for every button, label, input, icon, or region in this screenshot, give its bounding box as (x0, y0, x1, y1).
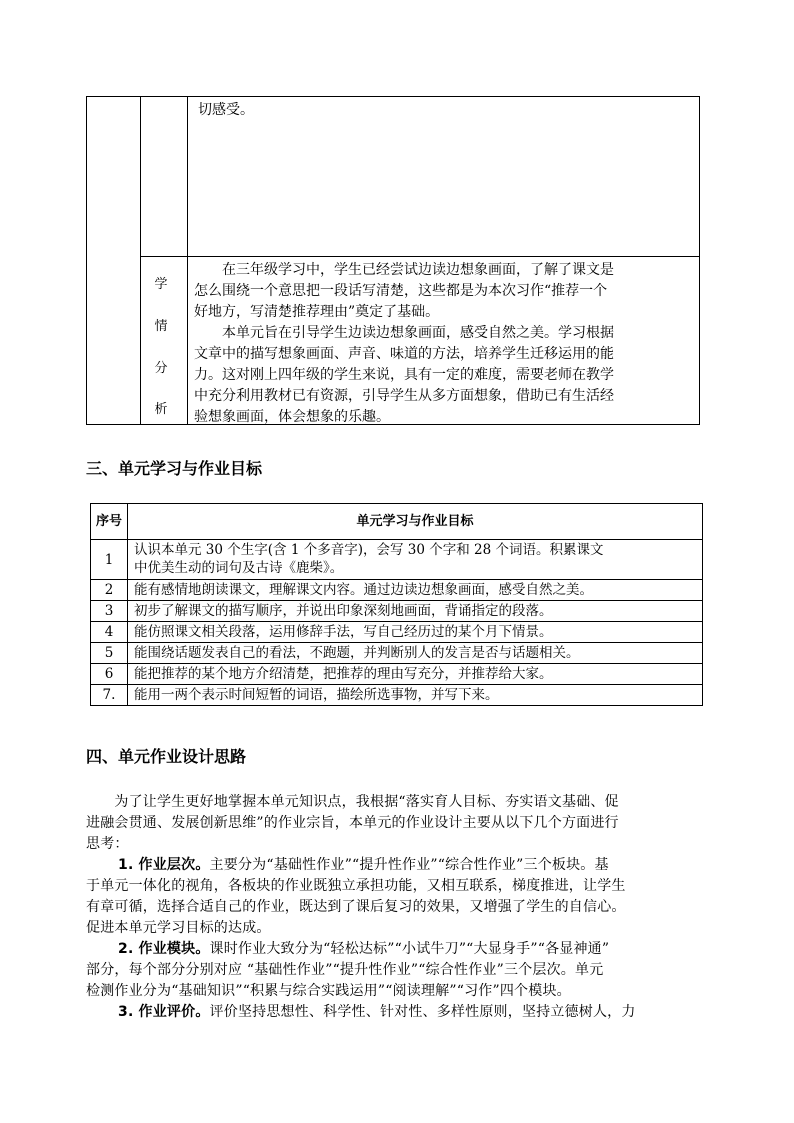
p2-first-line (86, 939, 706, 960)
goals-table (90, 503, 703, 706)
table-row (91, 580, 703, 601)
text-line: 怎么围绕一个意思把一段话写清楚，这些都是为本次习作“推荐一个 (194, 283, 608, 299)
p1-line: 促进本单元学习目标的达成。 (86, 920, 271, 936)
table-row (91, 643, 703, 664)
row-goal: 能围绕话题发表自己的看法，不跑题，并判断别人的发言是否与话题相关。 (128, 643, 703, 664)
row-num: 3 (91, 601, 128, 622)
xueqing-text (194, 260, 698, 428)
col-line-2 (187, 96, 188, 425)
p1-line: 于单元一体化的视角，各板块的作业既独立承担功能，又相互联系，梯度推进，让学生 (86, 878, 626, 894)
table-row (91, 664, 703, 685)
section4-title: 四、单元作业设计思路 (86, 747, 247, 766)
row-goal (128, 540, 703, 580)
text-line: 力。这对刚上四年级的学生来说，具有一定的难度，需要老师在教学 (194, 367, 614, 383)
p1-line: 主要分为“基础性作业”“提升性作业”“综合性作业”三个板块。基 (209, 857, 609, 873)
p1-first-line (86, 855, 706, 876)
text-line: 本单元旨在引导学生边读边想象画面，感受自然之美。学习根据 (194, 325, 614, 341)
row-num: 4 (91, 622, 128, 643)
p2-line: 课时作业大致分为“轻松达标”“小试牛刀”“大显身手”“各显神通” (209, 941, 610, 957)
row-num: 6 (91, 664, 128, 685)
intro-line: 思考： (86, 836, 129, 852)
label-char: 分 (154, 361, 168, 376)
p2-line: 检测作业分为“基础知识”“积累与综合实践运用”“阅读理解”“习作”四个模块。 (86, 983, 571, 999)
table-row (91, 622, 703, 643)
p3-line: 评价坚持思想性、科学性、针对性、多样性原则，坚持立德树人，力 (209, 1004, 636, 1020)
row1-text: 切感受。 (198, 102, 254, 118)
section3-title: 三、单元学习与作业目标 (86, 459, 263, 478)
label-char: 情 (154, 319, 168, 334)
section4-body (86, 792, 706, 1023)
table-row (91, 601, 703, 622)
intro-line: 为了让学生更好地掌握本单元知识点，我根据“落实育人目标、夯实语文基础、促 (86, 794, 619, 810)
xueqing-label (141, 257, 187, 425)
row-line (140, 256, 700, 257)
label-char: 析 (154, 402, 168, 417)
row-goal: 能用一两个表示时间短暂的词语，描绘所选事物，并写下来。 (128, 685, 703, 706)
table-header-row (91, 504, 703, 540)
row-goal: 初步了解课文的描写顺序，并说出印象深刻地画面，背诵指定的段落。 (128, 601, 703, 622)
p1-heading: 1. 作业层次。 (118, 857, 210, 873)
label-char: 学 (154, 277, 168, 292)
goal-line: 中优美生动的词句及古诗《鹿柴》。 (134, 560, 344, 576)
header-num: 序号 (91, 504, 128, 540)
table-row (91, 685, 703, 706)
text-line: 在三年级学习中，学生已经尝试边读边想象画面，了解了课文是 (194, 262, 614, 278)
p2-line: 部分，每个部分分别对应 “基础性作业”“提升性作业”“综合性作业”三个层次。单元 (86, 962, 604, 978)
p3-first-line (86, 1002, 706, 1023)
row-num: 2 (91, 580, 128, 601)
header-goal: 单元学习与作业目标 (128, 504, 703, 540)
p1-line: 有章可循，选择合适自己的作业，既达到了课后复习的效果，又增强了学生的自信心。 (86, 899, 626, 915)
text-line: 中充分利用教材已有资源，引导学生从多方面想象，借助已有生活经 (194, 388, 614, 404)
row-num: 5 (91, 643, 128, 664)
intro-line: 进融会贯通、发展创新思维”的作业宗旨，本单元的作业设计主要从以下几个方面进行 (86, 815, 619, 831)
row-goal: 能有感情地朗读课文，理解课文内容。通过边读边想象画面，感受自然之美。 (128, 580, 703, 601)
goal-line: 认识本单元 30 个生字(含 1 个多音字)，会写 30 个字和 28 个词语。积累课文 (134, 542, 604, 558)
row-goal: 能把推荐的某个地方介绍清楚，把推荐的理由写充分，并推荐给大家。 (128, 664, 703, 685)
text-line: 验想象画面，体会想象的乐趣。 (194, 409, 390, 425)
text-line: 文章中的描写想象画面、声音、味道的方法，培养学生迁移运用的能 (194, 346, 614, 362)
row-num: 7. (91, 685, 128, 706)
row-num: 1 (91, 540, 128, 580)
text-line: 好地方，写清楚推荐理由”奠定了基础。 (194, 304, 440, 320)
top-table (86, 96, 700, 425)
p3-heading: 3. 作业评价。 (118, 1004, 210, 1020)
row-goal: 能仿照课文相关段落，运用修辞手法，写自己经历过的某个月下情景。 (128, 622, 703, 643)
table-row (91, 540, 703, 580)
p2-heading: 2. 作业模块。 (118, 941, 210, 957)
